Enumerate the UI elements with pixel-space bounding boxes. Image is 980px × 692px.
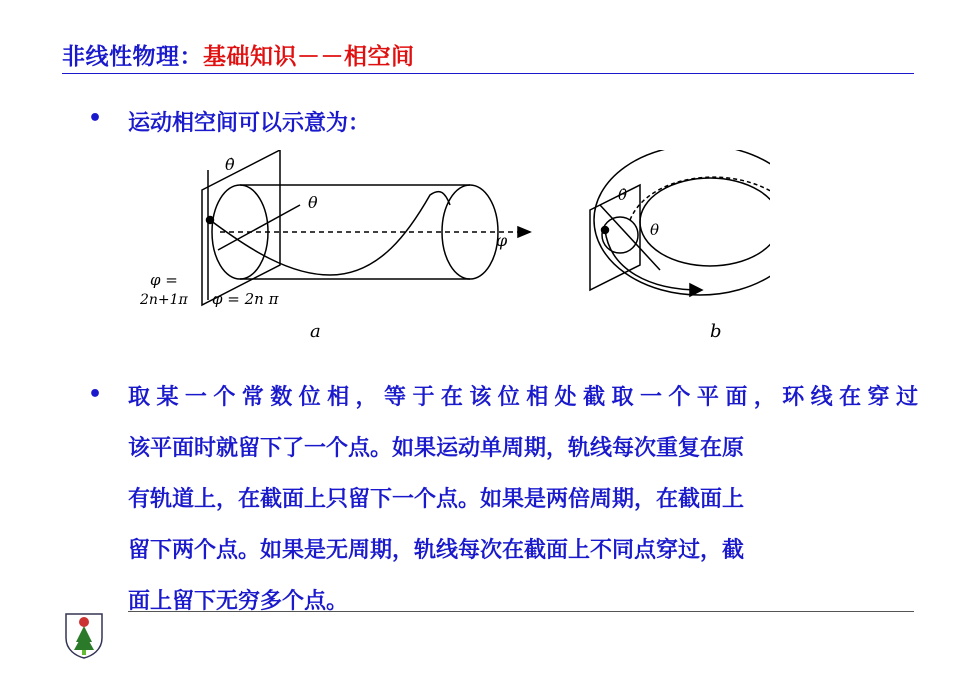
university-logo-icon — [62, 610, 106, 660]
phi-eq-2npi-label: φ = 2n π — [212, 290, 279, 308]
theta-label-b: θ — [650, 221, 660, 239]
figure-b-caption: b — [710, 321, 722, 342]
theta-label-a: θ — [308, 193, 318, 212]
phi-eq-label: φ = — [150, 271, 178, 289]
figure-a-cylinder — [202, 150, 530, 305]
paragraph-line-4: 留下两个点。如果是无周期，轨线每次在截面上不同点穿过，截 — [128, 538, 745, 563]
title-prefix: 非线性物理： — [62, 44, 203, 70]
theta-dot-label-b: θ̇ — [618, 186, 628, 204]
figure-b-torus — [590, 150, 770, 296]
phase-space-figure — [130, 150, 770, 350]
title-topic: 基础知识－－相空间 — [203, 44, 415, 70]
paragraph-line-1: 取某一个常数位相，等于在该位相处截取一个平面，环线在穿过 — [128, 385, 918, 410]
footer-divider — [128, 611, 914, 612]
bullet-paragraph — [128, 372, 918, 627]
bullet-marker: • — [88, 382, 103, 407]
title-divider — [62, 73, 914, 74]
paragraph-line-3: 有轨道上，在截面上只留下一个点。如果是两倍周期，在截面上 — [128, 487, 745, 512]
bullet-marker: • — [88, 106, 103, 131]
page-title — [62, 38, 415, 71]
paragraph-line-2: 该平面时就留下了一个点。如果运动单周期，轨线每次重复在原 — [128, 436, 745, 461]
phi-label-a: φ — [496, 231, 508, 250]
theta-dot-label-a: θ̇ — [225, 155, 235, 174]
bullet-text-intro: 运动相空间可以示意为： — [128, 111, 371, 136]
paragraph-line-5: 面上留下无穷多个点。 — [128, 589, 349, 614]
figure-a-caption: a — [310, 321, 321, 342]
two-n-plus-1-pi-label: 2n+1π — [140, 292, 188, 308]
